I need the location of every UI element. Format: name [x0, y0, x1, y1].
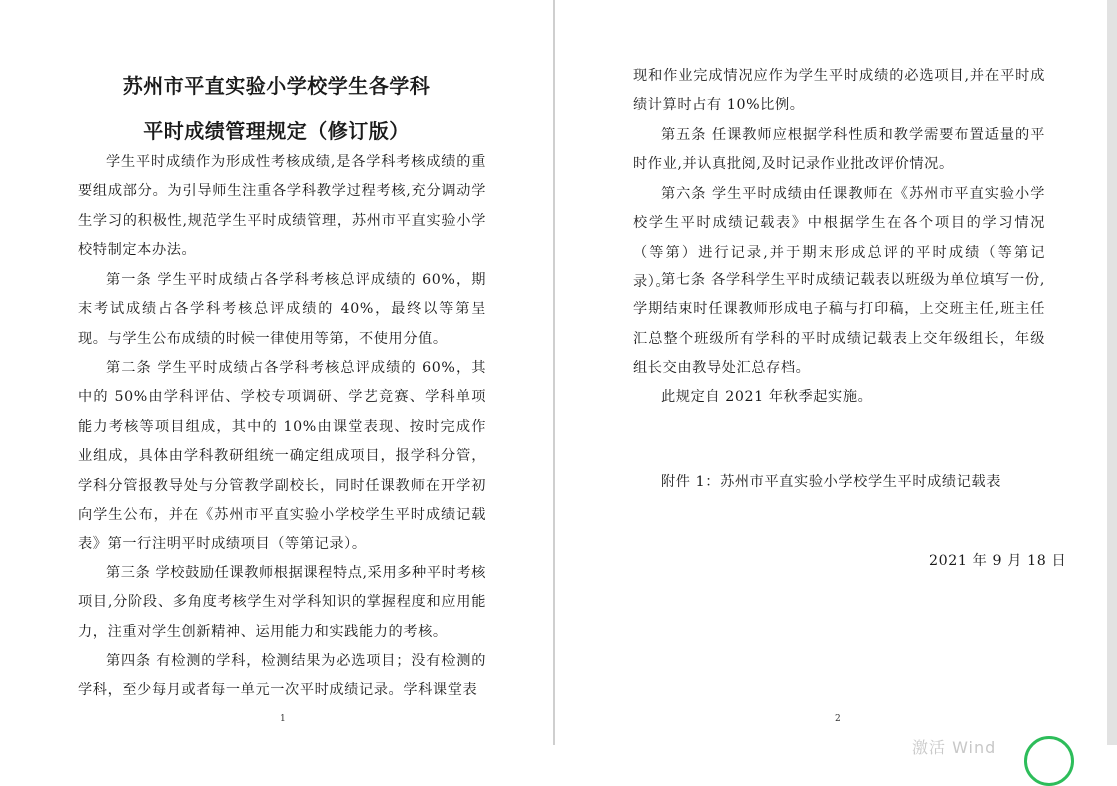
paragraph-article-2: 第二条 学生平时成绩占各学科考核总评成绩的 60%，其中的 50%由学科评估、学校专项调研、学艺竞赛、学科单项能力考核等项目组成，其中的 10%由课堂表现、按时完成作业组成，具体由学科教研组统一确定组成项目，报学科分管，学科分管报教导处与分管教学副校长，同时任课教师在开学初向学生公布，并在《苏州市平直实验小学校学生平时成绩记载表》第一行注明平时成绩项目（等第记录）。 [78, 360, 486, 553]
paragraph-attachment: 附件 1：苏州市平直实验小学校学生平时成绩记载表 [661, 474, 1002, 490]
paragraph-effective-date: 此规定自 2021 年秋季起实施。 [661, 389, 873, 405]
paragraph-article-1: 第一条 学生平时成绩占各学科考核总评成绩的 60%，期末考试成绩占各学科考核总评成绩的 40%，最终以等第呈现。与学生公布成绩的时候一律使用等第，不使用分值。 [78, 272, 486, 347]
paragraph-article-4: 第四条 有检测的学科，检测结果为必选项目；没有检测的学科，至少每月或者每一单元一次平时成绩记录。学科课堂表 [78, 653, 486, 699]
document-title-line-2: 平时成绩管理规定（修订版） [143, 119, 410, 143]
document-page-2 [555, 0, 1107, 745]
paragraph-article-6: 第六条 学生平时成绩由任课教师在《苏州市平直实验小学校学生平时成绩记载表》中根据学生在各个项目的学习情况（等第）进行记录,并于期末形成总评的平时成绩（等第记录）。 [633, 186, 1045, 291]
page-number: 1 [280, 714, 286, 724]
floating-assistant-icon[interactable] [1024, 736, 1074, 786]
paragraph-article-4-continued: 现和作业完成情况应作为学生平时成绩的必选项目,并在平时成绩计算时占有 10%比例。 [633, 68, 1045, 114]
paragraph-article-5: 第五条 任课教师应根据学科性质和教学需要布置适量的平时作业,并认真批阅,及时记录作业批改评价情况。 [633, 127, 1045, 173]
signature-date: 2021 年 9 月 18 日 [929, 553, 1067, 569]
activation-watermark: 激活 Wind [912, 738, 997, 757]
viewer-scrollbar-track[interactable] [1107, 0, 1117, 745]
document-title-line-1: 苏州市平直实验小学校学生各学科 [122, 74, 431, 98]
paragraph-article-7: 第七条 各学科学生平时成绩记载表以班级为单位填写一份,学期结束时任课教师形成电子稿与打印稿，上交班主任,班主任汇总整个班级所有学科的平时成绩记载表上交年级组长，年级组长交由教导处汇总存档。 [633, 272, 1045, 377]
paragraph-article-3: 第三条 学校鼓励任课教师根据课程特点,采用多种平时考核项目,分阶段、多角度考核学生对学科知识的掌握程度和应用能力，注重对学生创新精神、运用能力和实践能力的考核。 [78, 565, 486, 640]
document-page-1 [0, 0, 553, 745]
page-number: 2 [835, 714, 841, 724]
paragraph-intro: 学生平时成绩作为形成性考核成绩,是各学科考核成绩的重要组成部分。为引导师生注重各学科教学过程考核,充分调动学生学习的积极性,规范学生平时成绩管理，苏州市平直实验小学校特制定本办法。 [78, 154, 486, 259]
